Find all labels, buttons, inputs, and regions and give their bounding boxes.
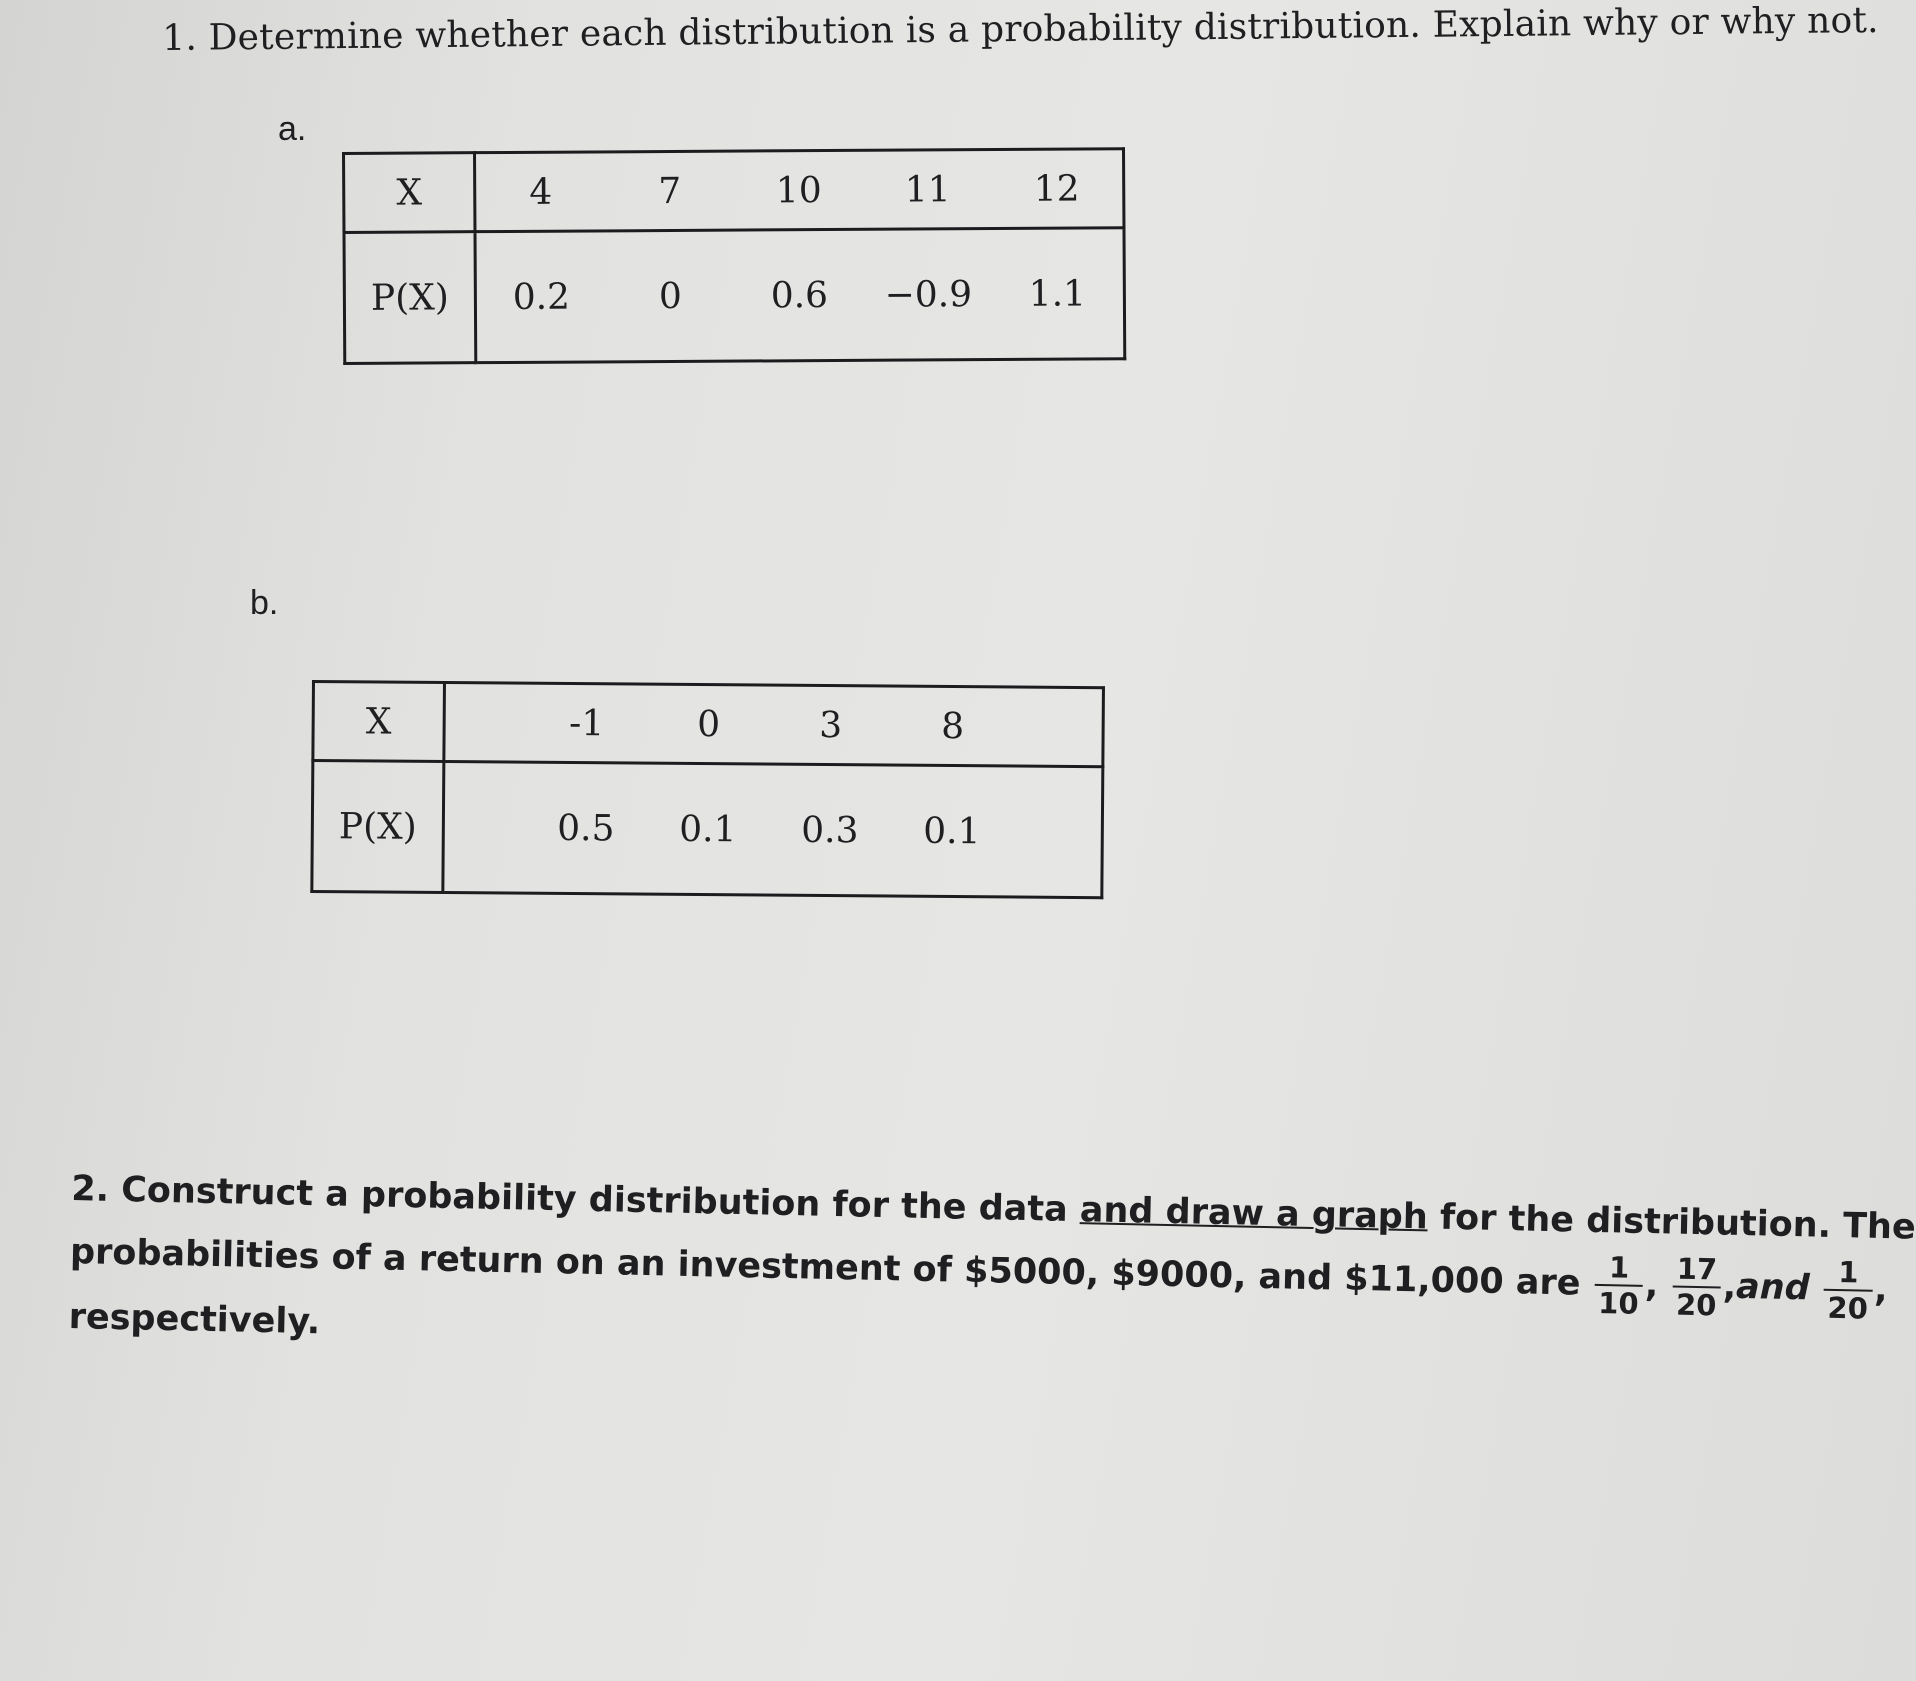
px-header-cell: P(X) [344,232,476,364]
fraction-denominator: 10 [1597,1285,1639,1321]
fraction-numerator: 1 [1595,1250,1644,1287]
and-word: and [1735,1266,1811,1309]
x-value: 7 [658,170,682,212]
fraction-one-twentieth [1823,1255,1873,1326]
part-b-label: b. [250,584,279,622]
x-value: 4 [529,171,553,213]
fraction-one-tenth [1594,1250,1644,1321]
question-2-underlined-phrase: and draw a graph [1079,1190,1429,1238]
px-header-cell: P(X) [312,761,444,893]
px-value: 0.5 [557,807,615,849]
px-value: 0 [658,275,682,317]
fraction-numerator: 17 [1672,1252,1721,1289]
question-2-text-start: 2. Construct a probability distribution for the data [70,1168,1081,1231]
px-value: 0.1 [923,810,981,852]
px-value: 0.3 [801,809,859,851]
px-value: 1.1 [1028,272,1087,315]
x-values-cell [475,149,1124,232]
fraction-denominator: 20 [1827,1290,1869,1326]
px-row [344,228,1125,364]
px-row [312,761,1103,898]
question-2-line-3: respectively. [68,1296,321,1343]
x-header-cell: X [344,153,475,233]
px-value: 0.6 [770,274,829,316]
question-2-text-end: for the distribution. The [1427,1197,1916,1248]
x-value: 10 [775,169,822,211]
x-value: 8 [941,705,965,747]
distribution-table-a [342,147,1126,365]
question-2-line-2: probabilities of a return on an investment of $5000, $9000, and $11,000 are $\frac{1}{10}$ , $\frac{17}{20}$ ,and $\frac{1}{20}$ , [69,1231,1888,1326]
question-2-probabilities-text: probabilities of a return on an investment of $5000, $9000, and $11,000 are [69,1231,1581,1304]
px-value: 0.1 [679,808,737,850]
x-value: 11 [904,168,951,211]
distribution-table-b [310,680,1105,899]
fraction-seventeen-twentieths [1672,1252,1722,1323]
fraction-denominator: 20 [1675,1287,1717,1323]
px-value: 0.2 [512,276,571,318]
x-value: 12 [1033,167,1080,210]
px-values-cell [475,228,1125,363]
x-row [313,682,1104,767]
question-2-text [68,1160,1916,1380]
x-values-cell [444,683,1104,767]
px-values-cell [443,762,1103,898]
x-value: -1 [568,702,605,744]
part-a-label: a. [278,110,307,148]
px-value: −0.9 [884,273,973,316]
question-1-heading: 1. Determine whether each distribution is a probability distribution. Explain why or why not. [162,0,1879,59]
x-value: 3 [819,704,843,746]
x-value: 0 [697,703,721,745]
x-row [344,149,1124,233]
x-header-cell: X [313,682,445,762]
fraction-numerator: 1 [1824,1255,1873,1292]
